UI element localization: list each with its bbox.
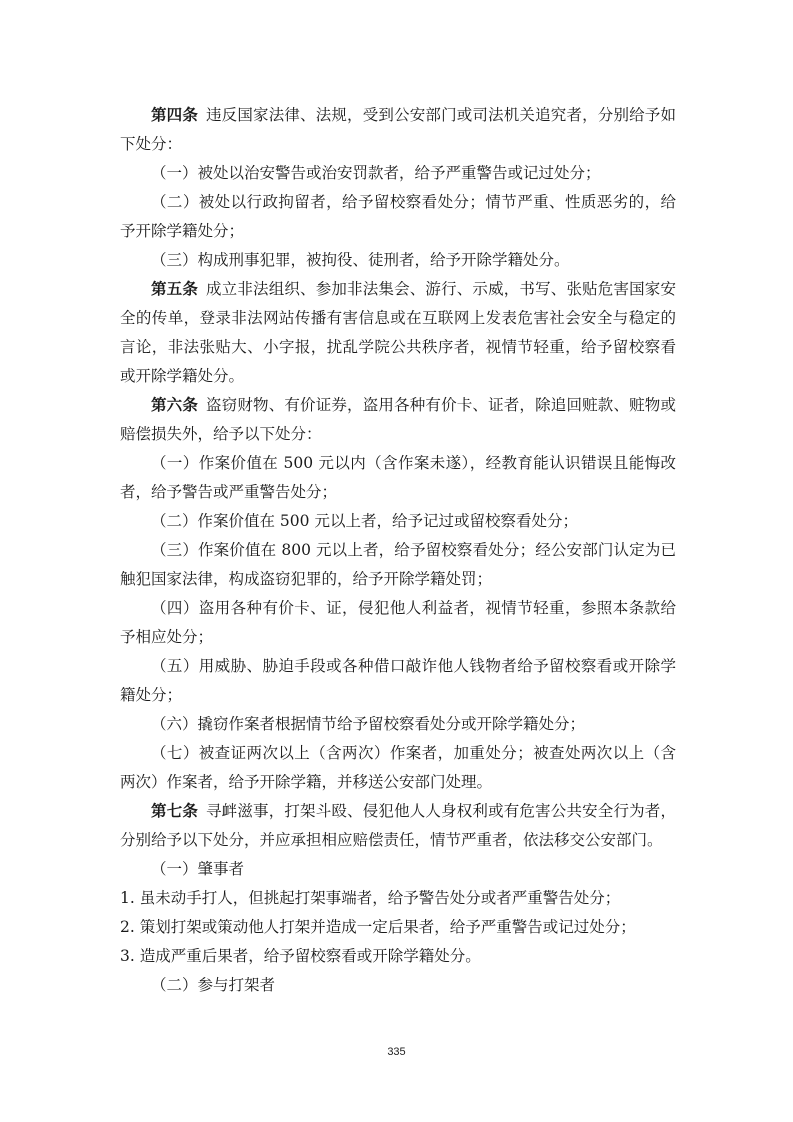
article-4-item-3: （三）构成刑事犯罪，被拘役、徒刑者，给予开除学籍处分。 — [151, 251, 570, 269]
article-4-paragraph — [120, 101, 676, 159]
article-5-paragraph — [120, 275, 676, 391]
article-7-numbered-1: 1. 虽未动手打人，但挑起打架事端者，给予警告处分或者严重警告处分； — [120, 889, 621, 907]
article-6-item-4: （四）盗用各种有价卡、证，侵犯他人利益者，视情节轻重，参照本条款给予相应处分； — [120, 599, 676, 646]
page-number: 335 — [387, 1046, 406, 1058]
article-7-body: 寻衅滋事，打架斗殴、侵犯他人人身权利或有危害公共安全行为者，分别给予以下处分，并应承担相应赔偿责任，情节严重者，依法移交公安部门。 — [120, 802, 676, 849]
article-6-item-1: （一）作案价值在 500 元以内（含作案未遂），经教育能认识错误且能悔改者，给予警告或严重警告处分； — [120, 454, 676, 501]
article-6-item-2: （二）作案价值在 500 元以上者，给予记过或留校察看处分； — [151, 512, 578, 530]
article-7-sub-2: （二）参与打架者 — [151, 976, 276, 994]
article-4-heading: 第四条 — [151, 106, 199, 124]
article-6-item-6: （六）撬窃作案者根据情节给予留校察看处分或开除学籍处分； — [151, 715, 586, 733]
article-6-item-5: （五）用威胁、胁迫手段或各种借口敲诈他人钱物者给予留校察看或开除学籍处分； — [120, 657, 676, 704]
article-5-body: 成立非法组织、参加非法集会、游行、示威，书写、张贴危害国家安全的传单，登录非法网站传播有害信息或在互联网上发表危害社会安全与稳定的言论，非法张贴大、小字报，扰乱学院公共秩序者，视情节轻重，给予留校察看或开除学籍处分。 — [120, 280, 676, 385]
article-6-item-7: （七）被查证两次以上（含两次）作案者，加重处分；被查处两次以上（含两次）作案者，给予开除学籍，并移送公安部门处理。 — [120, 744, 676, 791]
article-7-paragraph — [120, 797, 676, 855]
article-6-item-3: （三）作案价值在 800 元以上者，给予留校察看处分；经公安部门认定为已触犯国家法律，构成盗窃犯罪的，给予开除学籍处罚； — [120, 541, 676, 588]
article-6-paragraph — [120, 391, 676, 449]
article-5-heading: 第五条 — [151, 280, 199, 298]
article-7-numbered-2: 2. 策划打架或策动他人打架并造成一定后果者，给予严重警告或记过处分； — [120, 918, 636, 936]
article-7-sub-1: （一）肇事者 — [151, 860, 245, 878]
article-6-body: 盗窃财物、有价证券，盗用各种有价卡、证者，除追回赃款、赃物或赔偿损失外，给予以下处分： — [120, 396, 676, 443]
article-4-body: 违反国家法律、法规，受到公安部门或司法机关追究者，分别给予如下处分： — [120, 106, 676, 153]
article-4-item-1: （一）被处以治安警告或治安罚款者，给予严重警告或记过处分； — [151, 164, 601, 182]
article-6-heading: 第六条 — [151, 396, 199, 414]
article-4-item-2: （二）被处以行政拘留者，给予留校察看处分；情节严重、性质恶劣的，给予开除学籍处分； — [120, 193, 676, 240]
article-7-heading: 第七条 — [151, 802, 199, 820]
article-7-numbered-3: 3. 造成严重后果者，给予留校察看或开除学籍处分。 — [120, 947, 481, 965]
